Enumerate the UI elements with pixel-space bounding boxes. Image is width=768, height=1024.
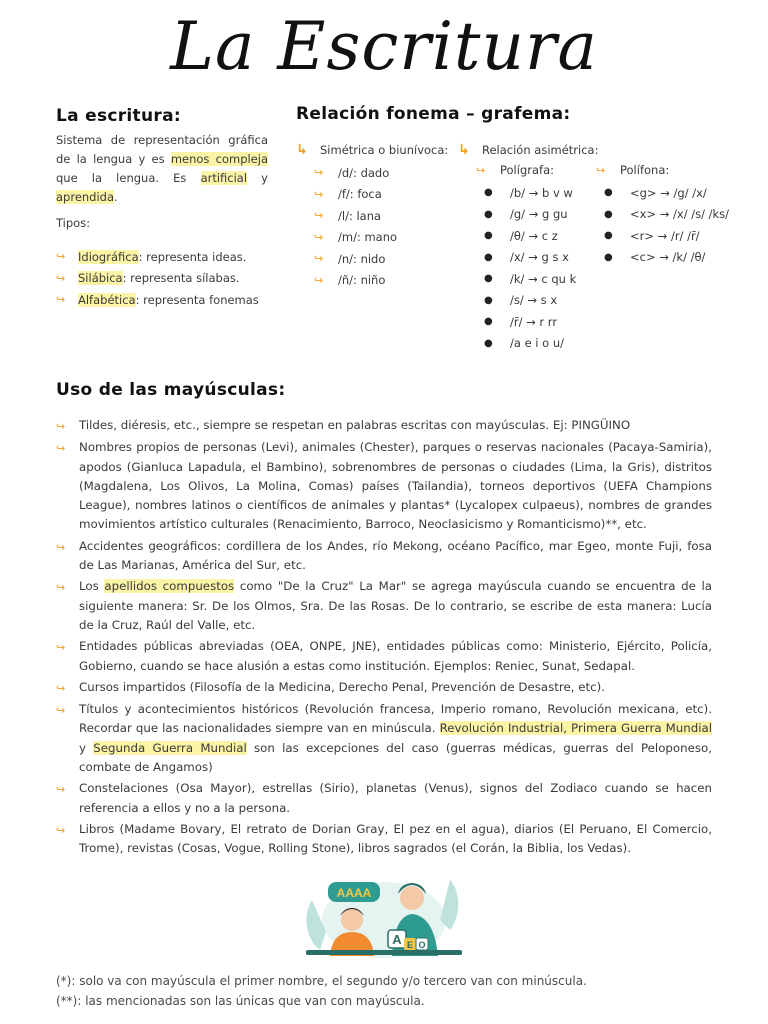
- item-text-part: como "De la Cruz" La Mar" se agrega mayúscula cuando se encuentra de la siguiente manera: Sr. De los Olmos, Sra. De las Rosas. De lo contrario, se escribe de esta manera: Lucía de la Cruz, Raúl del Valle, etc.: [79, 579, 712, 632]
- list-item: [484, 268, 576, 290]
- item-text: [79, 779, 712, 818]
- bullet-icon: ●: [484, 187, 493, 199]
- item-text-part: Entidades públicas abreviadas (OEA, ONPE, JNE), entidades públicas como: Ministerio, Ejército, Policía, Gobierno, cuando se hace alusión a estas como institución. Ejemplos: Reniec, Sunat, Sedapal.: [79, 639, 712, 673]
- item-text: /l/: lana: [338, 208, 382, 223]
- block-letter-a: A: [392, 932, 402, 947]
- bullet-icon: ●: [484, 273, 493, 285]
- item-text: /m/: mano: [338, 230, 398, 245]
- child-head: [341, 909, 363, 931]
- leaf-shape: [440, 880, 458, 930]
- hooked-arrow-icon: ↪: [596, 163, 606, 177]
- item-text: [79, 678, 712, 698]
- section-heading-relacion: Relación fonema – grafema:: [296, 104, 571, 124]
- item-text-part: y: [79, 740, 94, 755]
- hooked-arrow-icon: ↪: [56, 250, 66, 264]
- page-title: La Escritura: [170, 8, 598, 85]
- list-item: [484, 247, 576, 269]
- item-text: /x/ → g s x: [510, 250, 569, 265]
- item-text: [79, 700, 712, 777]
- highlight-revolucion: Revolución Industrial, Primera Guerra Mundial: [439, 721, 712, 736]
- simetrica-label: [296, 140, 448, 160]
- definition-text: que la lengua. Es: [56, 171, 201, 185]
- list-item: [56, 416, 712, 436]
- block-letter-o: O: [418, 940, 426, 950]
- bullet-icon: ●: [484, 251, 493, 263]
- list-item: [484, 333, 576, 355]
- hooked-arrow-icon: ↪: [56, 823, 66, 837]
- section-heading-escritura: La escritura:: [56, 106, 181, 126]
- tipos-list: [56, 246, 259, 311]
- tipo-desc: : representa sílabas.: [122, 271, 240, 286]
- item-text: /θ/ → c z: [510, 228, 558, 243]
- item-text: /f/: foca: [338, 187, 382, 202]
- teacher-head: [400, 886, 424, 910]
- item-text-part: Los: [79, 579, 105, 594]
- highlight-apellidos: apellidos compuestos: [104, 579, 235, 594]
- tipo-name: Silábica: [78, 271, 123, 286]
- tipo-desc: : representa fonemas: [135, 292, 259, 307]
- list-item: [484, 182, 576, 204]
- list-item: [484, 225, 576, 247]
- hooked-arrow-icon: ↪: [314, 209, 324, 223]
- hooked-arrow-icon: ↪: [56, 681, 66, 695]
- item-text: <c> → /k/ /θ/: [630, 250, 706, 265]
- highlight-menos-compleja: menos compleja: [170, 152, 269, 166]
- list-item: [56, 438, 712, 534]
- bullet-icon: ●: [484, 208, 493, 220]
- item-text: [79, 820, 712, 859]
- list-item: [314, 205, 397, 227]
- list-item: [56, 289, 259, 311]
- definition-text: Sistema de representación gráfica de la lengua y es: [56, 133, 268, 166]
- tipos-label: Tipos:: [56, 216, 91, 230]
- hooked-arrow-icon: ↪: [56, 420, 66, 433]
- poligrafa-list: [484, 182, 576, 354]
- list-item: [314, 162, 397, 184]
- bullet-icon: ●: [604, 187, 613, 199]
- item-text: [79, 637, 712, 676]
- hooked-arrow-icon: ↪: [314, 273, 324, 287]
- hooked-arrow-icon: ↪: [314, 252, 324, 266]
- hooked-arrow-icon: ↪: [56, 540, 66, 554]
- hooked-arrow-icon: ↪: [476, 163, 486, 177]
- list-item: [484, 290, 576, 312]
- hooked-arrow-icon: ↪: [56, 293, 66, 307]
- item-text: /a e i o u/: [510, 336, 565, 351]
- tipo-name: Alfabética: [78, 292, 136, 307]
- asimetrica-label: [458, 140, 598, 160]
- hooked-arrow-icon: ↪: [56, 783, 66, 797]
- bullet-icon: ●: [484, 230, 493, 242]
- list-item: [314, 248, 397, 270]
- list-item: [56, 268, 259, 290]
- teacher-child-illustration: [300, 870, 468, 960]
- item-text-part: Tildes, diéresis, etc., siempre se respetan en palabras escritas con mayúsculas. Ej: PINGÜINO: [79, 418, 631, 432]
- uso-list: [56, 416, 712, 861]
- bullet-icon: ●: [484, 337, 493, 349]
- item-text: [79, 438, 712, 534]
- item-text: /b/ → b v w: [510, 185, 573, 200]
- hooked-arrow-icon: ↪: [56, 581, 66, 595]
- down-right-arrow-icon: ↳: [458, 142, 470, 158]
- definition-text: y: [247, 171, 268, 185]
- polifona-list: [604, 182, 729, 268]
- item-text: /k/ → c qu k: [510, 271, 577, 286]
- highlight-artificial: artificial: [200, 171, 248, 185]
- bullet-icon: ●: [604, 208, 613, 220]
- hooked-arrow-icon: ↪: [314, 187, 324, 201]
- footnote: (**): las mencionadas son las únicas que van con mayúscula.: [56, 993, 425, 1008]
- footnote: (*): solo va con mayúscula el primer nombre, el segundo y/o tercero van con minúscula.: [56, 974, 587, 988]
- list-item: [56, 779, 712, 818]
- down-right-arrow-icon: ↳: [296, 142, 308, 158]
- bubble-letters: AAAA: [336, 886, 372, 900]
- polifona-label: [596, 163, 669, 177]
- item-text-part: Cursos impartidos (Filosofía de la Medicina, Derecho Penal, Prevención de Desastre, etc).: [79, 679, 605, 694]
- simetrica-list: [314, 162, 397, 291]
- list-item: [56, 537, 712, 576]
- item-text: /r̄/ → r rr: [510, 314, 558, 329]
- section-heading-uso: Uso de las mayúsculas:: [56, 380, 286, 400]
- tipo-desc: : representa ideas.: [138, 249, 247, 264]
- hooked-arrow-icon: ↪: [56, 704, 66, 718]
- item-text: [79, 416, 712, 436]
- item-text: /n/: nido: [338, 251, 386, 266]
- item-text-part: Constelaciones (Osa Mayor), estrellas (Sirio), planetas (Venus), signos del Zodiaco cuando se hacen referencia a ellos y no a la persona.: [79, 781, 712, 815]
- bullet-icon: ●: [484, 294, 493, 306]
- list-item: [56, 820, 712, 859]
- bullet-icon: ●: [484, 316, 493, 328]
- poligrafa-label: [476, 163, 554, 177]
- item-text: /s/ → s x: [510, 293, 558, 308]
- list-item: [56, 678, 712, 698]
- definition-text: .: [114, 190, 118, 204]
- item-text-part: Títulos y acontecimientos históricos (Revolución francesa, Imperio romano, Revolución mexicana, etc). Recordar que las nacionalidades siempre van en minúscula.: [79, 702, 712, 736]
- item-text: <x> → /x/ /s/ /ks/: [630, 207, 730, 222]
- footnotes: [56, 972, 587, 1011]
- list-item: [56, 700, 712, 777]
- tipo-name: Idiográfica: [78, 249, 139, 264]
- item-text: /g/ → g gu: [510, 207, 568, 222]
- hooked-arrow-icon: ↪: [56, 442, 66, 456]
- escritura-definition: [56, 131, 268, 207]
- hooked-arrow-icon: ↪: [56, 641, 66, 655]
- item-text: [79, 537, 712, 576]
- highlight-aprendida: aprendida: [56, 190, 115, 204]
- list-item: [604, 182, 729, 204]
- label-text: Simétrica o biunívoca:: [320, 143, 449, 157]
- item-text: [79, 577, 712, 635]
- item-text: /d/: dado: [338, 165, 390, 180]
- list-item: [314, 227, 397, 249]
- item-text: <g> → /g/ /x/: [630, 185, 707, 200]
- label-text: Relación asimétrica:: [482, 143, 599, 157]
- list-item: [56, 577, 712, 635]
- list-item: [56, 246, 259, 268]
- label-text: Polífona:: [620, 163, 670, 177]
- list-item: [484, 311, 576, 333]
- item-text: /ñ/: niño: [338, 273, 386, 288]
- bullet-icon: ●: [604, 251, 613, 263]
- bullet-icon: ●: [604, 230, 613, 242]
- item-text-part: Nombres propios de personas (Levi), animales (Chester), parques o reservas nacionales (Pacaya-Samiria), apodos (Gianluca Lapadula, el Bambino), sobrenombres de personas o ciudades (Lima, la Gris), distritos (Magdalena, Los Olivos, La Molina, Comas) países (Tailandia), torneos deportivos (UEFA Champions League), nombres latinos o científicos de animales y plantas* (Lycalopex culpaeus), nombres de grandes movimientos artístico culturales (Renacimiento, Barroco, Neoclasicismo y Romanticismo)**, etc.: [79, 440, 712, 532]
- item-text-part: Accidentes geográficos: cordillera de los Andes, río Mekong, océano Pacífico, mar Egeo, monte Fuji, fosa de Las Marianas, América del Sur, etc.: [79, 538, 712, 573]
- list-item: [604, 204, 729, 226]
- hooked-arrow-icon: ↪: [314, 166, 324, 180]
- item-text-part: Libros (Madame Bovary, El retrato de Dorian Gray, El pez en el agua), diarios (El Peruano, El Comercio, Trome), revistas (Cosas, Vogue, Rolling Stone), libros sagrados (el Corán, la Biblia, los Vedas).: [79, 821, 712, 856]
- hooked-arrow-icon: ↪: [314, 230, 324, 244]
- label-text: Polígrafa:: [500, 163, 554, 177]
- block-letter-e: E: [406, 940, 414, 950]
- simetrica-column: [296, 140, 449, 288]
- list-item: [314, 184, 397, 206]
- item-text-part: son las excepciones del caso (guerras médicas, guerras del Peloponeso, combate de Angamos): [79, 740, 712, 775]
- list-item: [56, 637, 712, 676]
- list-item: [604, 225, 729, 247]
- list-item: [484, 204, 576, 226]
- hooked-arrow-icon: ↪: [56, 271, 66, 285]
- item-text: <r> → /r/ /r̄/: [630, 228, 700, 243]
- list-item: [604, 247, 729, 269]
- asimetrica-column: [458, 140, 598, 160]
- table-surface: [306, 950, 462, 955]
- list-item: [314, 270, 397, 292]
- highlight-segunda-guerra: Segunda Guerra Mundial: [93, 740, 247, 755]
